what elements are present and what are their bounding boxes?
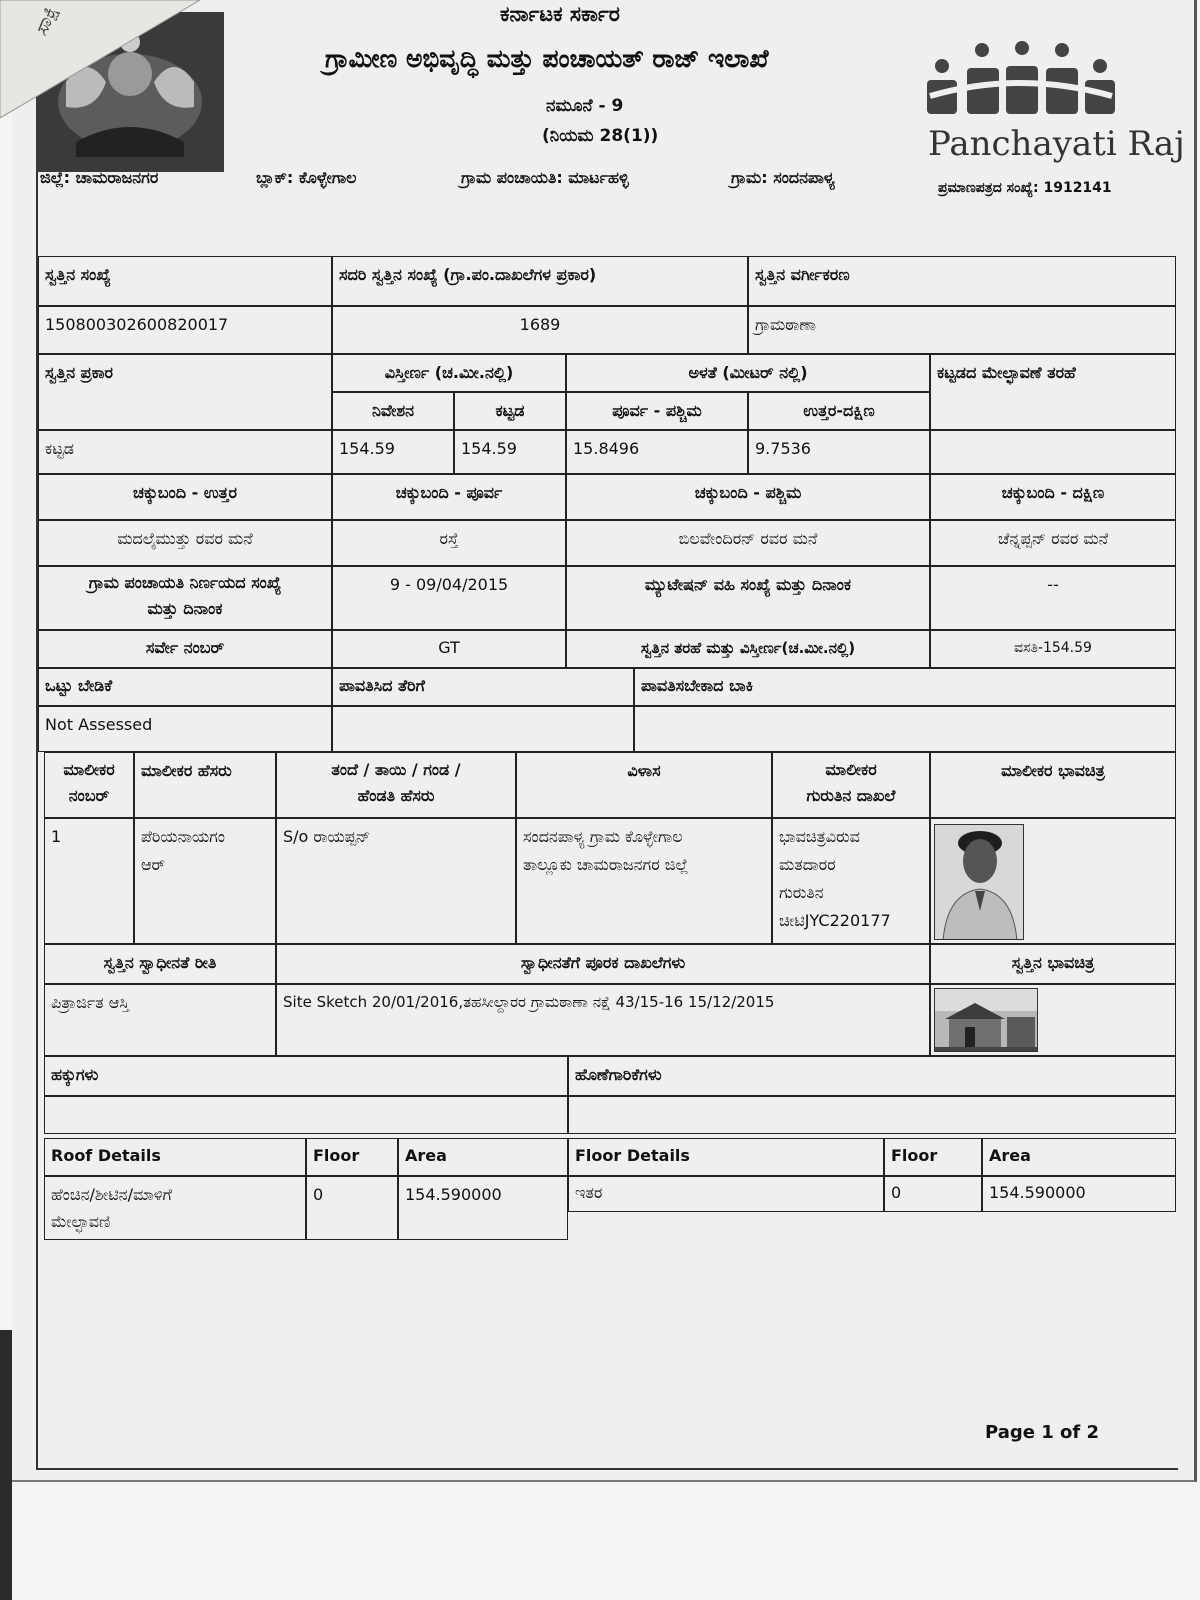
rule-reference: (ನಿಯಮ 28(1)) xyxy=(542,126,659,146)
owner-photo-header: ಮಾಲೀಕರ ಭಾವಚಿತ್ರ xyxy=(930,752,1176,818)
roof-floor-value: 0 xyxy=(306,1176,398,1240)
mutation-label: ಮ್ಯುಟೇಷನ್ ವಹಿ ಸಂಖ್ಯೆ ಮತ್ತು ದಿನಾಂಕ xyxy=(566,566,930,630)
owner-id-line1: ಭಾವಚಿತ್ರವಿರುವ xyxy=(779,827,860,846)
site-area-value: 154.59 xyxy=(332,430,454,474)
page-number: Page 1 of 2 xyxy=(985,1422,1099,1443)
acquisition-mode-value: ಪಿತ್ರಾರ್ಜಿತ ಆಸ್ತಿ xyxy=(44,984,276,1056)
property-class-label: ಸ್ವತ್ತಿನ ವರ್ಗೀಕರಣ xyxy=(748,256,1176,306)
owner-id-header xyxy=(772,752,930,818)
property-id-value: 150800302600820017 xyxy=(38,306,332,354)
floor-details-title: Floor Details xyxy=(568,1138,884,1176)
sadari-property-label: ಸದರಿ ಸ್ವತ್ತಿನ ಸಂಖ್ಯೆ (ಗ್ರಾ.ಪಂ.ದಾಖಲೆಗಳ ಪ್ರಕಾರ) xyxy=(332,256,748,306)
acquisition-docs-label: ಸ್ವಾಧೀನತೆಗೆ ಪೂರಕ ದಾಖಲೆಗಳು xyxy=(276,944,930,984)
floor-area-value: 154.590000 xyxy=(982,1176,1176,1212)
owner-id-value xyxy=(772,818,930,944)
sadari-property-value: 1689 xyxy=(332,306,748,354)
boundary-west-value: ಬಿಲವೇಂದಿರನ್ ರವರ ಮನೆ xyxy=(566,520,930,566)
parent-name-value: S/o ರಾಯಪ್ಪನ್ xyxy=(276,818,516,944)
boundary-west-label: ಚಕ್ಕುಬಂದಿ - ಪಶ್ಚಿಮ xyxy=(566,474,930,520)
village-label: ಗ್ರಾಮ: ಸಂದನಪಾಳ್ಯ xyxy=(731,168,835,187)
tax-paid-label: ಪಾವತಿಸಿದ ತೆರಿಗೆ xyxy=(332,668,634,706)
kind-area-value: ವಸತಿ-154.59 xyxy=(930,630,1176,668)
floor-number-value: 0 xyxy=(884,1176,982,1212)
survey-value: GT xyxy=(332,630,566,668)
resolution-value: 9 - 09/04/2015 xyxy=(332,566,566,630)
acquisition-mode-label: ಸ್ವತ್ತಿನ ಸ್ವಾಧೀನತೆ ರೀತಿ xyxy=(44,944,276,984)
floor-number-header: Floor xyxy=(884,1138,982,1176)
owner-number-value: 1 xyxy=(44,818,134,944)
resolution-label xyxy=(38,566,332,630)
panchayati-raj-logo-icon xyxy=(922,40,1117,120)
resolution-label-line1: ಗ್ರಾಮ ಪಂಚಾಯತಿ ನಿರ್ಣಯದ ಸಂಖ್ಯೆ xyxy=(88,573,282,592)
owner-number-header xyxy=(44,752,134,818)
tax-paid-value xyxy=(332,706,634,752)
parent-name-header-line2: ಹೆಂಡತಿ ಹೆಸರು xyxy=(357,786,435,805)
roof-details-title: Roof Details xyxy=(44,1138,306,1176)
owner-name-line2: ಆರ್ xyxy=(141,855,166,874)
owner-id-line3: ಗುರುತಿನ xyxy=(779,883,824,902)
roof-type-value xyxy=(930,430,1176,474)
acquisition-docs-value: Site Sketch 20/01/2016,ತಹಸೀಲ್ದಾರರ ಗ್ರಾಮಠಾಣಾ ನಕ್ಷೆ 43/15-16 15/12/2015 xyxy=(276,984,930,1056)
government-title: ಕರ್ನಾಟಕ ಸರ್ಕಾರ xyxy=(500,2,620,26)
block-label: ಬ್ಲಾಕ್: ಕೊಳ್ಳೇಗಾಲ xyxy=(256,168,357,187)
survey-label: ಸರ್ವೇ ನಂಬರ್ xyxy=(38,630,332,668)
roof-type-cell xyxy=(44,1176,306,1240)
property-photo-label: ಸ್ವತ್ತಿನ ಭಾವಚಿತ್ರ xyxy=(930,944,1176,984)
area-label: ವಿಸ್ತೀರ್ಣ (ಚ.ಮೀ.ನಲ್ಲಿ) xyxy=(332,354,566,392)
rights-label: ಹಕ್ಕುಗಳು xyxy=(44,1056,568,1096)
roof-type-line1: ಹೆಂಚಿನ/ಶೀಟಿನ/ಮಾಳಿಗೆ xyxy=(51,1185,172,1204)
north-south-value: 9.7536 xyxy=(748,430,930,474)
north-south-label: ಉತ್ತರ-ದಕ್ಷಿಣ xyxy=(748,392,930,430)
liabilities-label: ಹೊಣೆಗಾರಿಕೆಗಳು xyxy=(568,1056,1176,1096)
form-number: ನಮೂನೆ - 9 xyxy=(546,96,624,116)
boundary-east-label: ಚಕ್ಕುಬಂದಿ - ಪೂರ್ವ xyxy=(332,474,566,520)
building-area-label: ಕಟ್ಟಡ xyxy=(454,392,566,430)
floor-area-header: Area xyxy=(982,1138,1176,1176)
address-line2: ತಾಲ್ಲೂಕು ಚಾಮರಾಜನಗರ ಜಿಲ್ಲೆ xyxy=(523,855,689,874)
owner-number-header-line1: ಮಾಲೀಕರ xyxy=(63,760,115,779)
boundary-south-value: ಚೆನ್ನಪ್ಪನ್ ರವರ ಮನೆ xyxy=(930,520,1176,566)
roof-area-value: 154.590000 xyxy=(398,1176,568,1240)
owner-id-line2: ಮತದಾರರ xyxy=(779,855,836,874)
parent-name-header xyxy=(276,752,516,818)
owner-name-line1: ಪೆರಿಯನಾಯಗಂ xyxy=(141,827,225,846)
parent-name-header-line1: ತಂದೆ / ತಾಯಿ / ಗಂಡ / xyxy=(331,760,461,779)
district-label: ಜಿಲ್ಲೆ: ಚಾಮರಾಜನಗರ xyxy=(40,168,159,187)
floor-type-value: ಇತರ xyxy=(568,1176,884,1212)
kind-area-label: ಸ್ವತ್ತಿನ ತರಹೆ ಮತ್ತು ವಿಸ್ತೀರ್ಣ(ಚ.ಮೀ.ನಲ್ಲಿ) xyxy=(566,630,930,668)
background-shadow xyxy=(0,1330,12,1600)
east-west-value: 15.8496 xyxy=(566,430,748,474)
property-type-label: ಸ್ವತ್ತಿನ ಪ್ರಕಾರ xyxy=(38,354,332,430)
roof-area-header: Area xyxy=(398,1138,568,1176)
owner-name-value xyxy=(134,818,276,944)
owner-name-header: ಮಾಲೀಕರ ಹೆಸರು xyxy=(134,752,276,818)
resolution-label-line2: ಮತ್ತು ದಿನಾಂಕ xyxy=(147,599,223,618)
building-area-value: 154.59 xyxy=(454,430,566,474)
total-demand-label: ಒಟ್ಟು ಬೇಡಿಕೆ xyxy=(38,668,332,706)
roof-type-line2: ಮೇಲ್ಛಾವಣಿ xyxy=(51,1212,111,1231)
liabilities-value xyxy=(568,1096,1176,1134)
roof-type-label: ಕಟ್ಟಡದ ಮೇಲ್ಛಾವಣೆ ತರಹೆ xyxy=(930,354,1176,430)
tax-due-value xyxy=(634,706,1176,752)
address-header: ವಿಳಾಸ xyxy=(516,752,772,818)
total-demand-value: Not Assessed xyxy=(38,706,332,752)
rights-value xyxy=(44,1096,568,1134)
measurement-label: ಅಳತೆ (ಮೀಟರ್ ನಲ್ಲಿ) xyxy=(566,354,930,392)
panchayati-raj-logo-text: Panchayati Raj xyxy=(928,124,1185,164)
owner-id-header-line1: ಮಾಲೀಕರ xyxy=(825,760,877,779)
boundary-north-label: ಚಕ್ಕುಬಂದಿ - ಉತ್ತರ xyxy=(38,474,332,520)
boundary-south-label: ಚಕ್ಕುಬಂದಿ - ದಕ್ಷಿಣ xyxy=(930,474,1176,520)
certificate-number: ಪ್ರಮಾಣಪತ್ರದ ಸಂಖ್ಯೆ: 1912141 xyxy=(938,180,1112,196)
owner-id-line4: ಚೀಟಿJYC220177 xyxy=(779,911,891,930)
property-id-label: ಸ್ವತ್ತಿನ ಸಂಖ್ಯೆ xyxy=(38,256,332,306)
owner-photo-icon xyxy=(934,824,1024,940)
owner-number-header-line2: ನಂಬರ್ xyxy=(68,786,110,805)
property-photo-icon xyxy=(934,988,1038,1052)
handwritten-note: ಸಾಕ್ಷಿ xyxy=(28,2,62,39)
mutation-value: -- xyxy=(930,566,1176,630)
roof-floor-header: Floor xyxy=(306,1138,398,1176)
property-class-value: ಗ್ರಾಮಠಾಣಾ xyxy=(748,306,1176,354)
address-value xyxy=(516,818,772,944)
address-line1: ಸಂದನಪಾಳ್ಯ ಗ್ರಾಮ ಕೊಳ್ಳೇಗಾಲ xyxy=(523,827,683,846)
boundary-north-value: ಮದಲೈಮುತ್ತು ರವರ ಮನೆ xyxy=(38,520,332,566)
east-west-label: ಪೂರ್ವ - ಪಶ್ಚಿಮ xyxy=(566,392,748,430)
gram-panchayat-label: ಗ್ರಾಮ ಪಂಚಾಯತಿ: ಮಾರ್ಟಹಳ್ಳಿ xyxy=(461,168,629,187)
tax-due-label: ಪಾವತಿಸಬೇಕಾದ ಬಾಕಿ xyxy=(634,668,1176,706)
site-area-label: ನಿವೇಶನ xyxy=(332,392,454,430)
department-title: ಗ್ರಾಮೀಣ ಅಭಿವೃದ್ಧಿ ಮತ್ತು ಪಂಚಾಯತ್ ರಾಜ್ ಇಲಾಖೆ xyxy=(325,44,769,73)
owner-id-header-line2: ಗುರುತಿನ ದಾಖಲೆ xyxy=(806,786,896,805)
property-type-value: ಕಟ್ಟಡ xyxy=(38,430,332,474)
boundary-east-value: ರಸ್ತೆ xyxy=(332,520,566,566)
